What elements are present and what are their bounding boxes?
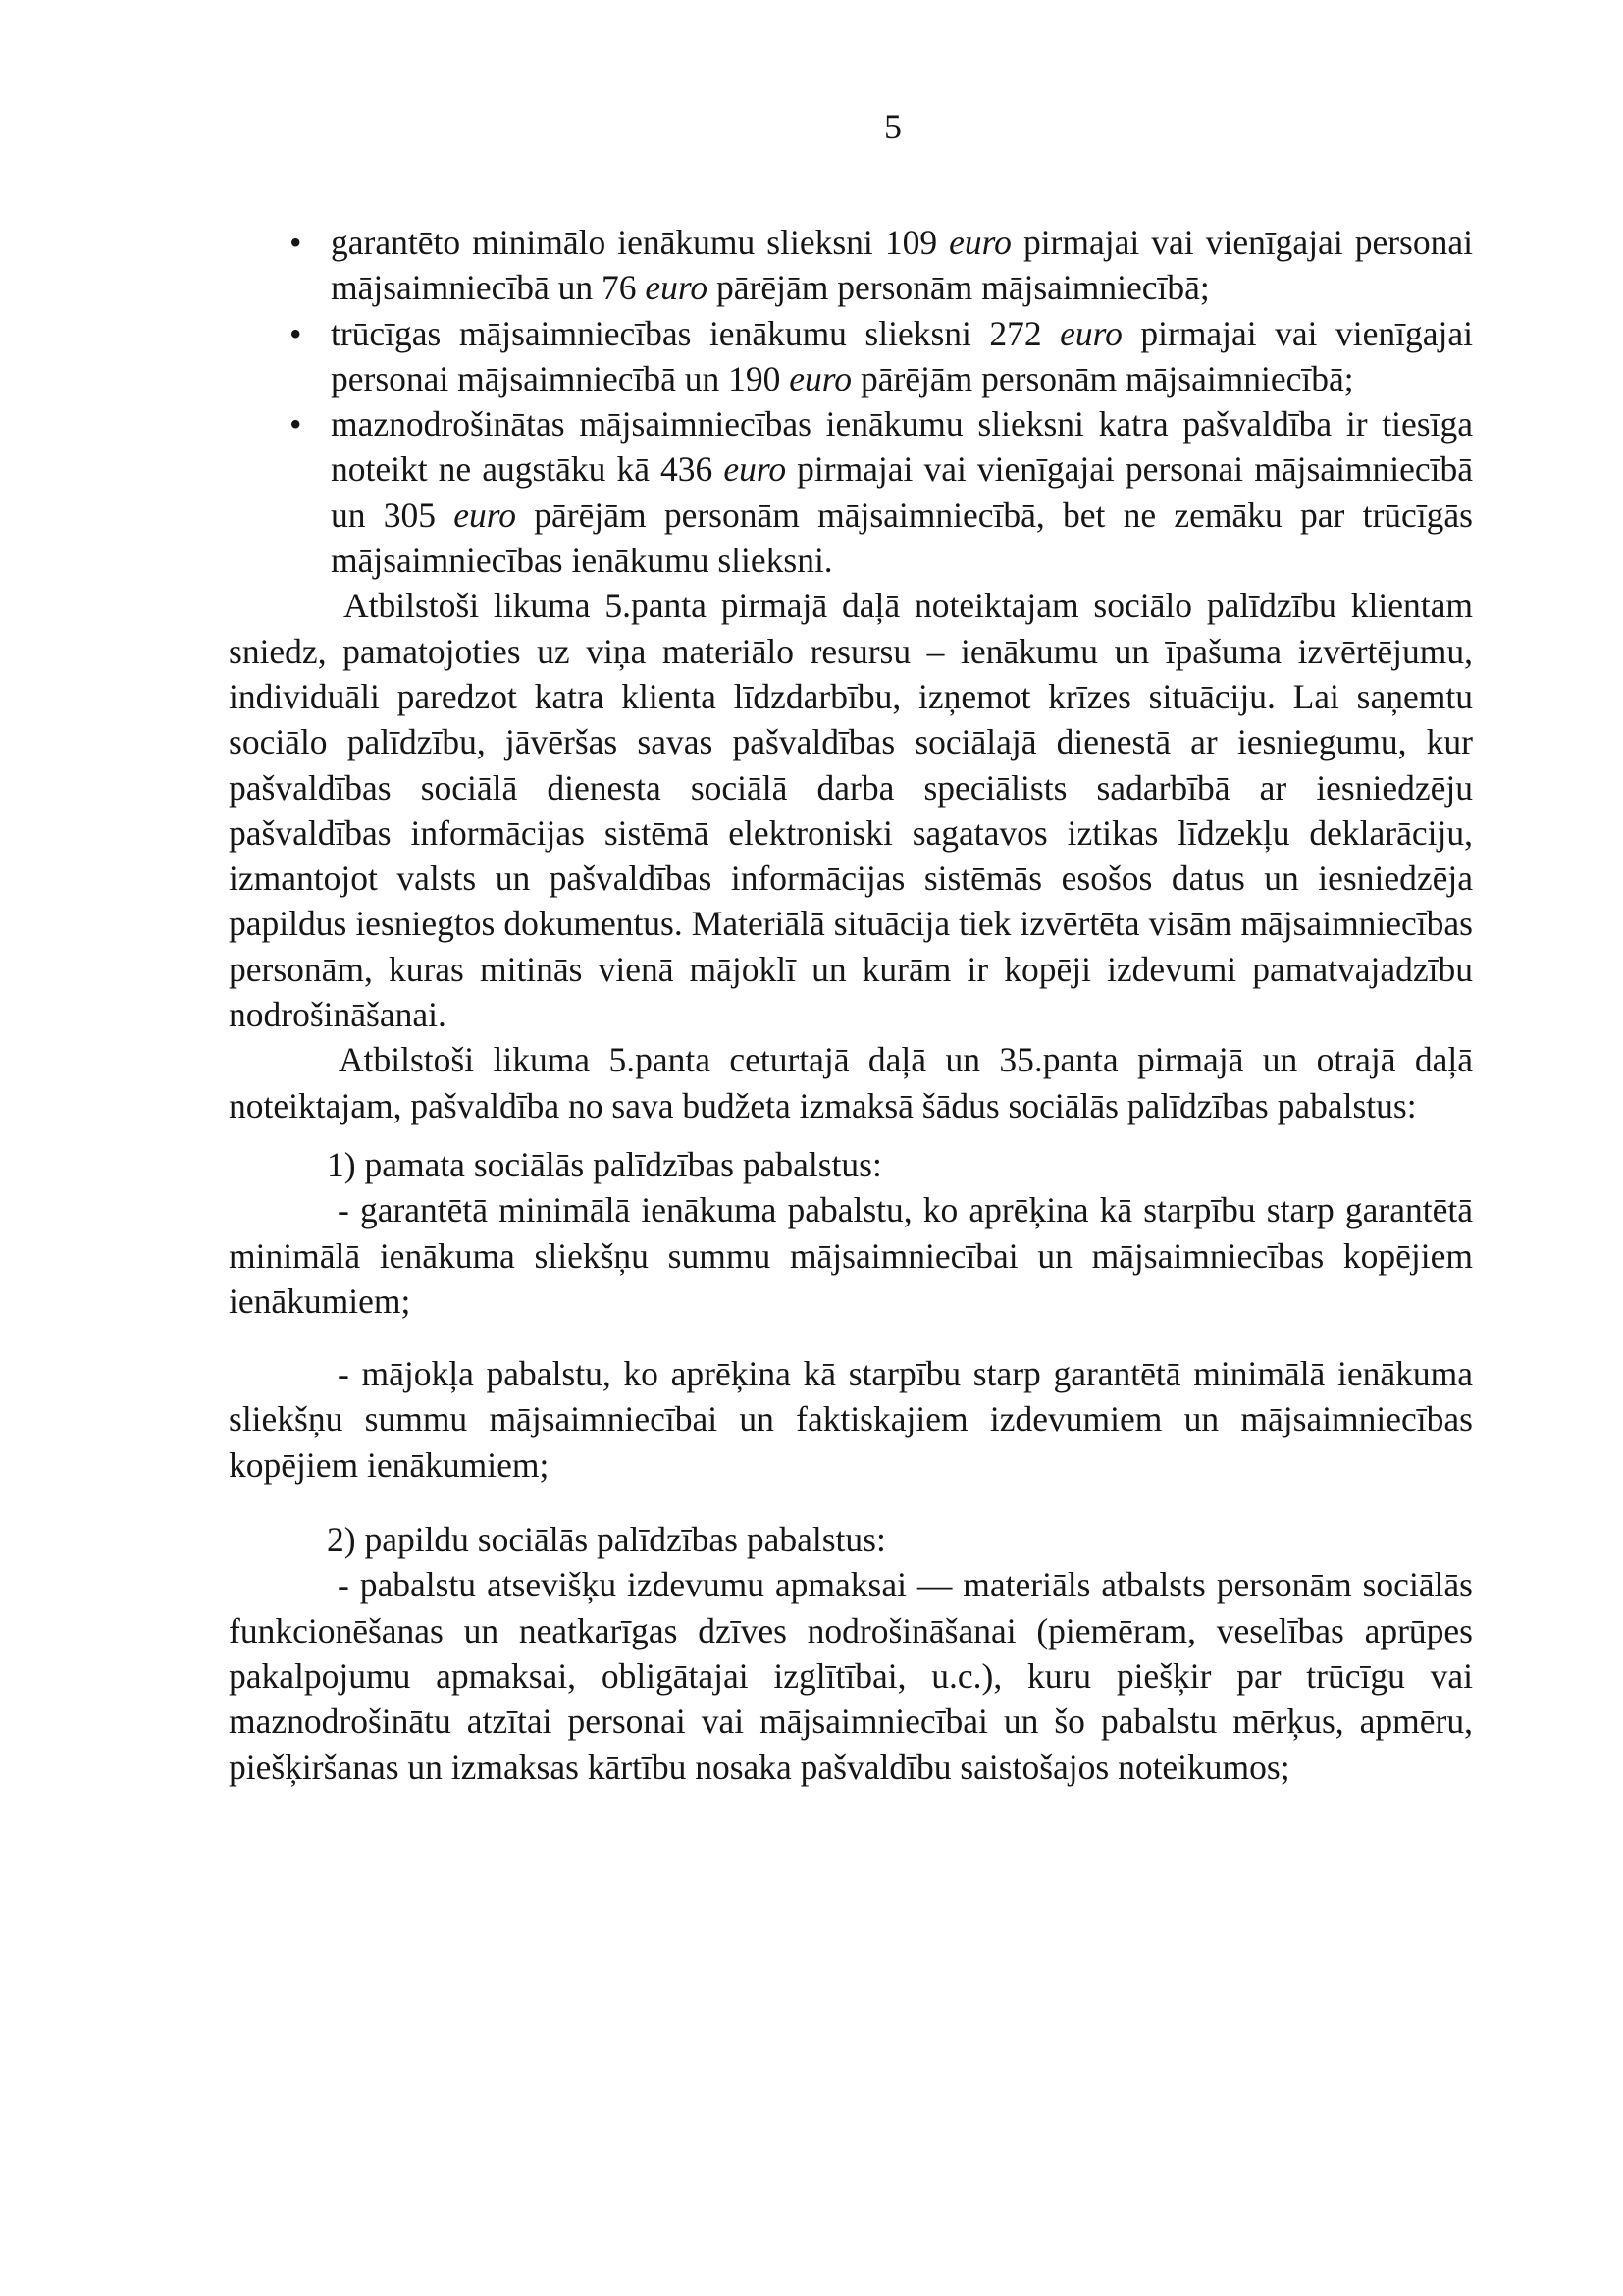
paragraph-social-assistance-assessment: Atbilstoši likuma 5.panta pirmajā daļā noteiktajam sociālo palīdzību klientam sniedz, pamatojoties uz viņa materiālo resursu – ienākumu un īpašuma izvērtējumu, individuāli paredzot katra klienta līdzdarbību, izņemot krīzes situāciju. Lai saņemtu sociālo palīdzību, jāvēršas savas pašvaldības sociālajā dienestā ar iesniegumu, kur pašvaldības sociālā dienesta sociālā darba speciālists sadarbībā ar iesniedzēju pašvaldības informācijas sistēmā elektroniski sagatavos iztikas līdzekļu deklarāciju, izmantojot valsts un pašvaldības informācijas sistēmās esošos datus un iesniedzēja papildus iesniegtos dokumentus. Materiālā situācija tiek izvērtēta visām mājsaimniecības personām, kuras mitinās vienā mājoklī un kurām ir kopēji izdevumi pamatvajadzību nodrošināšanai. <box>229 586 1473 1035</box>
bullet-item-needy-household: • trūcīgas mājsaimniecības ienākumu slieksni 272 euro pirmajai vai vienīgajai personai mājsaimniecībā un 190 euro pārējām personām mājsaimniecībā; <box>229 311 1473 402</box>
housing-benefit-item: - mājokļa pabalstu, ko aprēķina kā starpību starp garantētā minimālā ienākuma sliekšņu summu mājsaimniecībai un faktiskajiem izdevumiem un mājsaimniecības kopējiem ienākumiem; <box>229 1354 1473 1485</box>
bullet-item-low-income-household: • maznodrošinātas mājsaimniecības ienākumu slieksni katra pašvaldība ir tiesīga noteikt ne augstāku kā 436 euro pirmajai vai vienīgajai personai mājsaimniecībā un 305 euro pārējām personām mājsaimniecībā, bet ne zemāku par trūcīgās mājsaimniecības ienākumu slieksni. <box>229 401 1473 583</box>
threshold-bullet-list <box>229 220 1473 583</box>
bullet-dot-icon: • <box>289 404 302 444</box>
page-number: 5 <box>884 107 902 146</box>
bullet-dot-icon: • <box>289 313 302 353</box>
separate-expenses-benefit-item: - pabalstu atsevišķu izdevumu apmaksai — materiāls atbalsts personām sociālās funkcionēšanas un neatkarīgas dzīves nodrošināšanai (piemēram, veselības aprūpes pakalpojumu apmaksai, obligātajai izglītībai, u.c.), kuru piešķir par trūcīgu vai maznodrošinātu atzītai personai vai mājsaimniecībai un šo pabalstu mērķus, apmēru, piešķiršanas un izmaksas kārtību nosaka pašvaldību saistošajos noteikumos; <box>229 1565 1473 1787</box>
paragraph-benefits-intro: Atbilstoši likuma 5.panta ceturtajā daļā un 35.panta pirmajā un otrajā daļā noteiktajam, pašvaldība no sava budžeta izmaksā šādus sociālās palīdzības pabalstus: <box>229 1040 1473 1125</box>
additional-benefits-heading: 2) papildu sociālās palīdzības pabalstus: <box>327 1520 886 1560</box>
gmi-benefit-item: - garantētā minimālā ienākuma pabalstu, ko aprēķina kā starpību starp garantētā minimālā ienākuma sliekšņu summu mājsaimniecībai un mājsaimniecības kopējiem ienākumiem; <box>229 1190 1473 1321</box>
basic-benefits-heading: 1) pamata sociālās palīdzības pabalstus: <box>327 1144 882 1184</box>
bullet-item-guaranteed-minimum: • garantēto minimālo ienākumu slieksni 109 euro pirmajai vai vienīgajai personai mājsaimniecībā un 76 euro pārējām personām mājsaimniecībā; <box>229 220 1473 311</box>
page-content <box>229 220 1473 1790</box>
bullet-dot-icon: • <box>289 223 302 262</box>
